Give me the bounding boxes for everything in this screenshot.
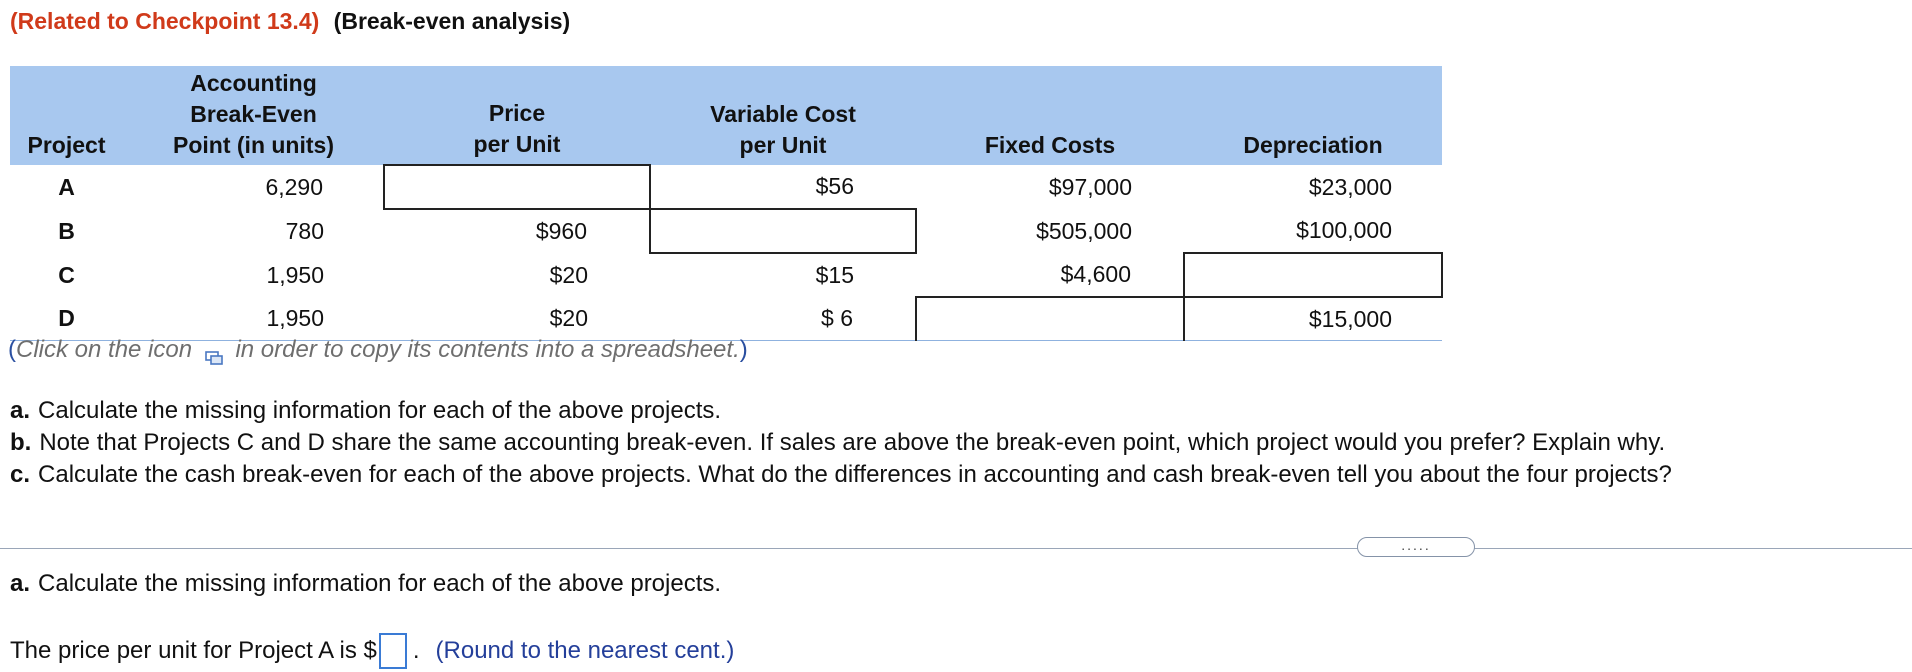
missing-value-cell (650, 209, 916, 253)
break-even-cell: 1,950 (123, 297, 384, 341)
project-cell: D (10, 297, 123, 341)
col-header-depreciation: Depreciation (1184, 66, 1442, 165)
fixed-costs-cell: $4,600 (1060, 261, 1131, 287)
question-a: a. Calculate the missing information for each of the above projects. (10, 397, 722, 424)
break-even-table (10, 66, 1443, 341)
price-cell: $20 (549, 261, 588, 288)
missing-value-cell (384, 165, 650, 209)
fixed-costs-cell: $97,000 (1048, 173, 1132, 200)
price-cell: $960 (535, 218, 587, 244)
col-header-fixed-costs: Fixed Costs (916, 66, 1184, 165)
question-b: b. Note that Projects C and D share the same accounting break-even. If sales are above the break-even point, which project would you prefer? Explain why. (10, 429, 1666, 456)
note-text-after: in order to copy its contents into a spreadsheet. (235, 336, 740, 363)
part-a-prompt: a. Calculate the missing information for each of the above projects. (10, 570, 722, 597)
question-c: c. Calculate the cash break-even for each of the above projects. What do the differences in accounting and cash break-even tell you about the four projects? (10, 461, 1672, 488)
break-even-cell: 1,950 (266, 261, 324, 288)
fixed-costs-cell: $505,000 (1036, 217, 1132, 244)
project-cell: C (58, 261, 75, 288)
missing-value-cell (916, 297, 1184, 341)
answer-prefix: The price per unit for Project A is $ (10, 637, 377, 664)
table-row (10, 209, 1442, 253)
spreadsheet-note (8, 336, 748, 364)
copy-to-spreadsheet-icon[interactable] (205, 344, 223, 358)
project-cell: B (58, 217, 75, 244)
variable-cost-cell: $15 (815, 262, 854, 288)
project-cell: A (58, 173, 75, 200)
problem-title (10, 8, 570, 35)
note-open-paren: ( (8, 336, 16, 363)
variable-cost-cell: $56 (815, 173, 854, 199)
note-text-before: Click on the icon (16, 336, 193, 363)
depreciation-cell: $15,000 (1184, 297, 1442, 341)
missing-value-cell (1184, 253, 1442, 297)
section-divider (0, 548, 1912, 549)
table-row (10, 165, 1442, 209)
note-close-paren: ) (739, 336, 748, 363)
price-cell: $20 (384, 297, 650, 341)
checkpoint-reference: (Related to Checkpoint 13.4) (10, 8, 320, 34)
price-per-unit-input[interactable] (379, 633, 407, 669)
rounding-hint: (Round to the nearest cent.) (435, 637, 735, 664)
problem-heading: (Break-even analysis) (333, 8, 571, 34)
table-row (10, 297, 1442, 341)
col-header-variable-cost: Variable Cost per Unit (650, 66, 916, 165)
variable-cost-cell: $ 6 (650, 297, 916, 341)
col-header-project: Project (10, 66, 123, 165)
answer-suffix: . (412, 637, 420, 664)
break-even-cell: 6,290 (265, 173, 323, 200)
col-header-price: Price per Unit (384, 66, 650, 165)
answer-line (10, 633, 734, 669)
table-row (10, 253, 1442, 297)
question-list (10, 395, 1672, 491)
table-header-row (10, 66, 1442, 165)
depreciation-cell: $23,000 (1308, 173, 1392, 200)
expand-toggle-button[interactable]: ..... (1357, 537, 1475, 557)
depreciation-cell: $100,000 (1296, 217, 1392, 243)
break-even-cell: 780 (285, 217, 324, 244)
col-header-break-even: Accounting Break-Even Point (in units) (123, 66, 384, 165)
